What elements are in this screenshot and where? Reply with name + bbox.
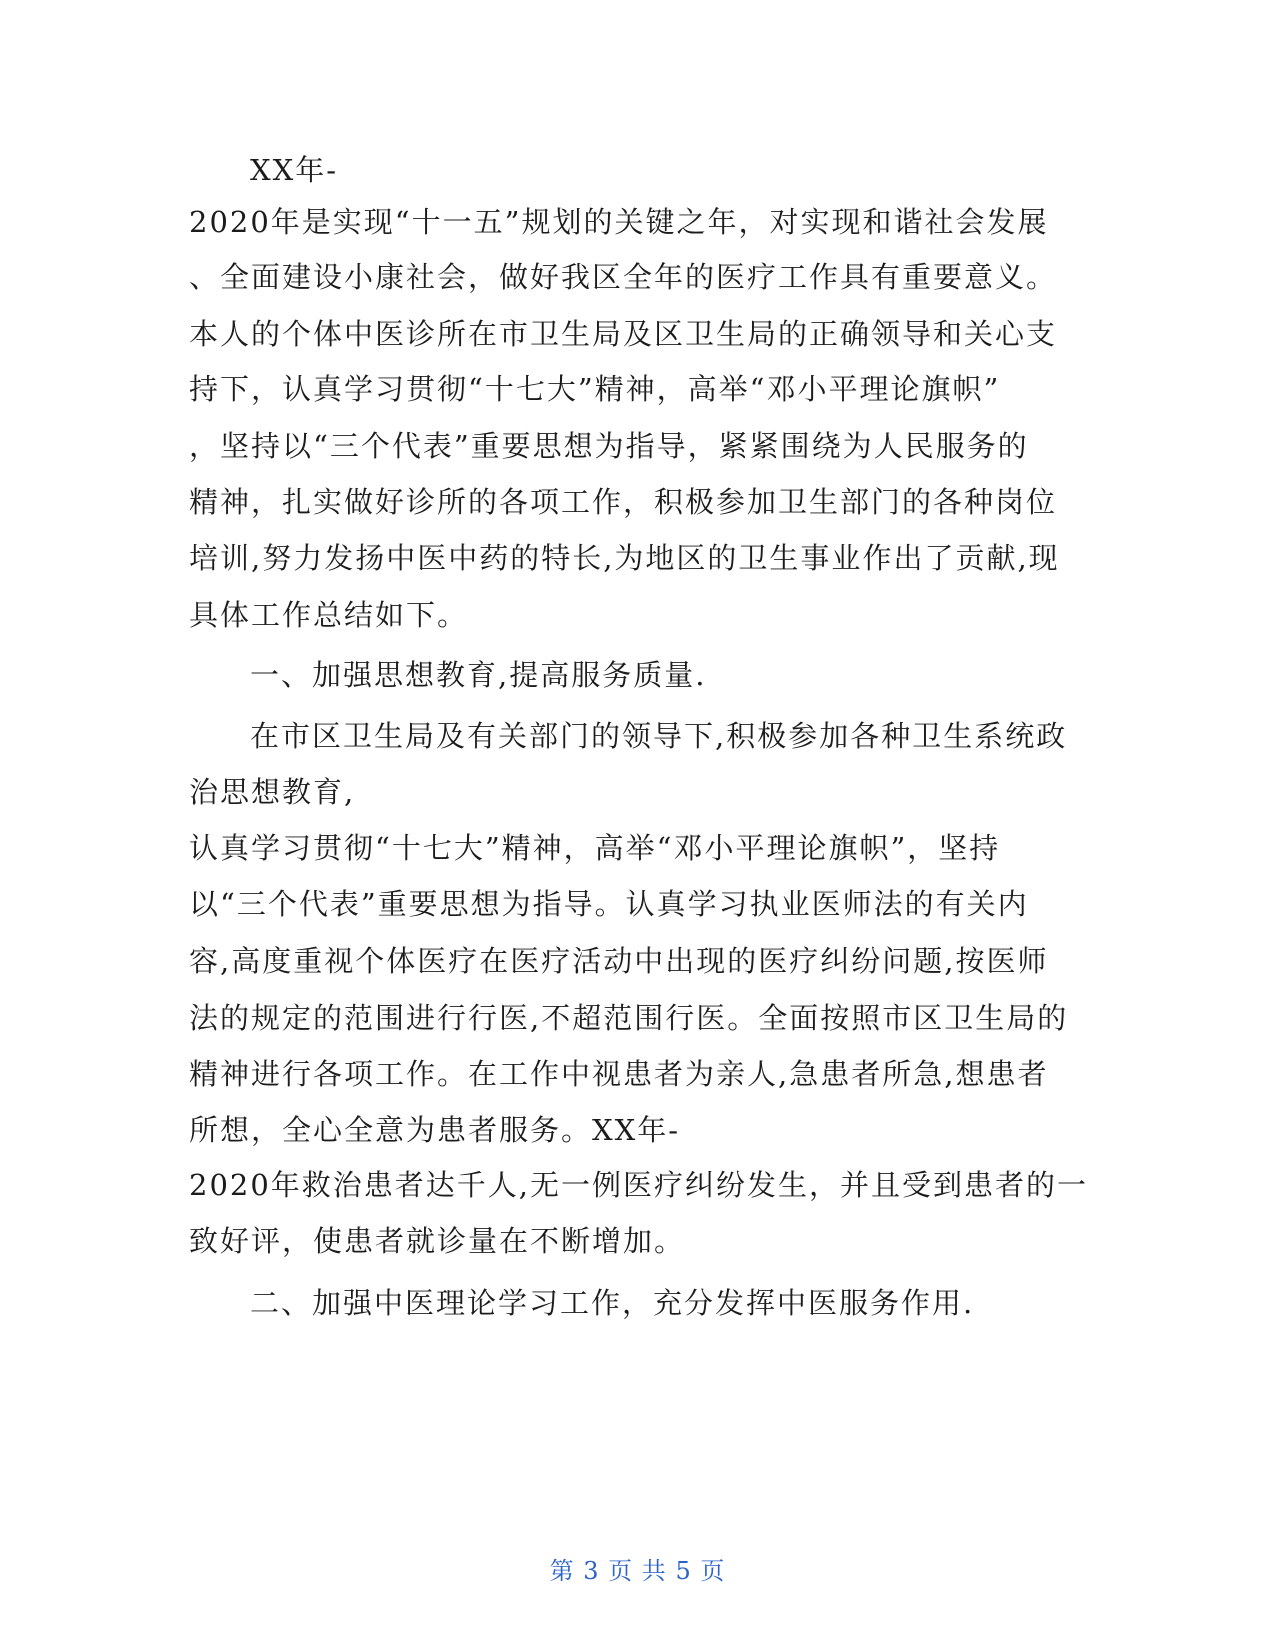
text-line: ，坚持以“三个代表”重要思想为指导，紧紧围绕为人民服务的 (189, 429, 1029, 463)
text-line: 2020年是实现“十一五”规划的关键之年，对实现和谐社会发展 (189, 205, 1049, 239)
text-line: 在市区卫生局及有关部门的领导下,积极参加各种卫生系统政 (250, 719, 1068, 753)
text-line: 、全面建设小康社会，做好我区全年的医疗工作具有重要意义。 (189, 260, 1058, 294)
page-footer (0, 1556, 1275, 1586)
text-line: 具体工作总结如下。 (189, 598, 469, 632)
text-line: 以“三个代表”重要思想为指导。认真学习执业医师法的有关内 (189, 887, 1029, 921)
text-line: XX年- (250, 153, 339, 187)
text-line: 本人的个体中医诊所在市卫生局及区卫生局的正确领导和关心支 (189, 317, 1058, 351)
text-line: 持下，认真学习贯彻“十七大”精神，高举“邓小平理论旗帜” (189, 372, 1001, 406)
text-line: 容,高度重视个体医疗在医疗活动中出现的医疗纠纷问题,按医师 (189, 944, 1049, 978)
text-line: 精神进行各项工作。在工作中视患者为亲人,急患者所急,想患者 (189, 1057, 1049, 1091)
section-heading: 二、加强中医理论学习工作，充分发挥中医服务作用. (250, 1286, 975, 1320)
text-line: 所想，全心全意为患者服务。XX年- (189, 1113, 681, 1147)
text-line: 2020年救治患者达千人,无一例医疗纠纷发生，并且受到患者的一 (189, 1168, 1089, 1202)
text-line: 法的规定的范围进行行医,不超范围行医。全面按照市区卫生局的 (189, 1001, 1069, 1035)
text-line: 精神，扎实做好诊所的各项工作，积极参加卫生部门的各种岗位 (189, 485, 1058, 519)
page-number-label: 第 3 页 共 5 页 (549, 1557, 726, 1585)
text-line: 致好评，使患者就诊量在不断增加。 (189, 1224, 686, 1258)
section-heading: 一、加强思想教育,提高服务质量. (250, 658, 707, 692)
text-line: 治思想教育, (189, 775, 356, 809)
text-line: 认真学习贯彻“十七大”精神，高举“邓小平理论旗帜”，坚持 (189, 831, 1001, 865)
text-line: 培训,努力发扬中医中药的特长,为地区的卫生事业作出了贡献,现 (189, 541, 1060, 575)
